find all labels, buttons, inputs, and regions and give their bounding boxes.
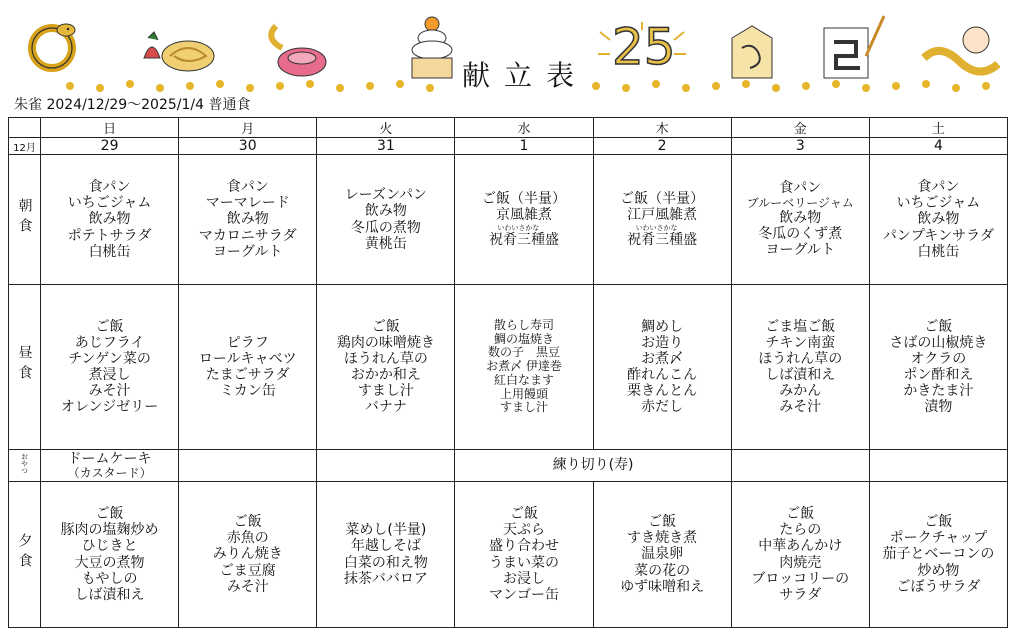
lunch-item: あじフライ — [74, 334, 145, 351]
dinner-item: 大豆の煮物 — [74, 554, 145, 571]
breakfast-item: ご飯（半量） — [620, 191, 705, 208]
snack-item: （カスタード） — [67, 465, 152, 480]
breakfast-items — [732, 176, 869, 262]
lunch-items — [455, 315, 592, 420]
dinner-item: 天ぷら — [502, 522, 545, 539]
breakfast-label — [9, 155, 41, 285]
snack-label — [9, 450, 41, 482]
lunch-item: 鯛の塩焼き — [493, 331, 554, 346]
date-header: 4 — [869, 138, 1007, 155]
dinner-item: ブロッコリーの — [751, 570, 850, 587]
calligraphy-brush-icon — [818, 12, 888, 82]
dinner-item: うまい菜の — [488, 554, 559, 571]
spinning-top-snake-icon — [262, 18, 332, 82]
breakfast-item: 白桃缶 — [917, 243, 960, 260]
day-header: 土 — [869, 118, 1007, 138]
dinner-item: 年越しそば — [350, 538, 421, 555]
lunch-item: さばの山椒焼き — [889, 334, 988, 351]
dinner-item: しば漬和え — [74, 586, 145, 603]
breakfast-item: 冬瓜のくず煮 — [758, 226, 843, 243]
breakfast-item: 祝肴三種盛 — [488, 231, 559, 248]
breakfast-cell — [317, 155, 455, 285]
snack-cell — [317, 450, 455, 482]
lunch-label — [9, 285, 41, 450]
dinner-items — [455, 502, 592, 607]
lunch-item: ロールキャベツ — [198, 350, 297, 367]
breakfast-items — [455, 187, 592, 251]
dinner-cell — [41, 482, 179, 628]
dinner-items — [870, 510, 1007, 598]
snack-cell — [869, 450, 1007, 482]
date-header: 2 — [593, 138, 731, 155]
breakfast-item: マカロニサラダ — [198, 227, 297, 244]
dinner-item: ごま豆腐 — [219, 562, 276, 579]
dinner-cell — [731, 482, 869, 628]
lunch-item: みそ汁 — [88, 383, 131, 400]
lunch-item: 煮浸し — [88, 367, 131, 383]
dinner-item: お浸し — [502, 570, 545, 587]
breakfast-row — [9, 155, 1008, 285]
dinner-row — [9, 482, 1008, 628]
lunch-item: お造り — [641, 334, 684, 351]
month-label: 12月 — [9, 138, 41, 155]
lunch-item: しば漬和え — [765, 367, 836, 383]
dinner-item: 豚肉の塩麹炒め — [60, 522, 159, 539]
lunch-item: 鶏肉の味噌焼き — [336, 334, 435, 351]
breakfast-cell — [869, 155, 1007, 285]
dinner-item: ご飯 — [233, 514, 262, 531]
breakfast-item: マーマレード — [205, 195, 290, 212]
lunch-item: すまし汁 — [357, 383, 414, 400]
lunch-item: みかん — [779, 383, 822, 400]
dinner-cell — [317, 482, 455, 628]
coiled-bread-icon — [160, 36, 216, 72]
lunch-items — [317, 315, 454, 420]
lunch-item: バナナ — [364, 399, 407, 416]
date-header: 29 — [41, 138, 179, 155]
date-header: 3 — [731, 138, 869, 155]
dinner-item: みりん焼き — [212, 546, 283, 563]
breakfast-item: 食パン — [226, 179, 269, 196]
breakfast-item: いわいさかな — [635, 223, 678, 232]
breakfast-item: ブルーベリージャム — [746, 195, 854, 210]
lunch-item: チンゲン菜の — [68, 350, 151, 367]
breakfast-cell — [455, 155, 593, 285]
lunch-item: すまし汁 — [499, 400, 548, 415]
breakfast-item: 黄桃缶 — [364, 235, 407, 252]
lunch-item: ポン酢和え — [903, 367, 974, 383]
day-header: 月 — [179, 118, 317, 138]
breakfast-item: 食パン — [917, 179, 960, 196]
dinner-item: 菜の花の — [634, 562, 691, 579]
breakfast-item: ヨーグルト — [765, 242, 836, 259]
snack-cell — [455, 450, 731, 482]
lunch-item: お煮〆 伊達巻 — [486, 359, 562, 374]
lunch-item: オレンジゼリー — [60, 399, 159, 416]
lunch-item: お煮〆 — [641, 350, 684, 367]
lunch-items — [594, 315, 731, 420]
dinner-item: ご飯 — [648, 514, 677, 531]
breakfast-item: 飲み物 — [226, 211, 269, 228]
breakfast-item: 白桃缶 — [88, 243, 131, 260]
snack-label-text: おやつ — [20, 453, 29, 474]
date-header: 30 — [179, 138, 317, 155]
lunch-item: 栗きんとん — [627, 383, 698, 400]
breakfast-items — [594, 187, 731, 251]
dinner-item: ご飯 — [924, 514, 953, 531]
breakfast-item: 食パン — [88, 179, 131, 196]
breakfast-item: 江戸風雑煮 — [627, 207, 698, 224]
lunch-item: みそ汁 — [779, 399, 822, 416]
breakfast-cell — [179, 155, 317, 285]
lunch-item: たまごサラダ — [205, 367, 290, 383]
day-header: 火 — [317, 118, 455, 138]
dinner-item: 赤魚の — [226, 530, 269, 547]
lunch-item: ごま塩ご飯 — [765, 318, 836, 335]
dinner-cell — [593, 482, 731, 628]
dinner-item: ご飯 — [509, 506, 538, 523]
dinner-item: 茄子とベーコンの — [882, 546, 995, 563]
snake-illustration-icon — [22, 16, 82, 76]
lunch-items — [41, 315, 178, 420]
lunch-cell — [731, 285, 869, 450]
dinner-item: ゆず味噌和え — [620, 578, 705, 595]
date-header: 1 — [455, 138, 593, 155]
child-with-snake-icon — [920, 22, 1000, 82]
lunch-item: ご飯 — [95, 318, 124, 335]
dinner-item: 白菜の和え物 — [343, 554, 428, 571]
dinner-item: 菜めし(半量) — [345, 522, 427, 539]
menu-subtitle: 朱雀 2024/12/29〜2025/1/4 普通食 — [14, 97, 251, 113]
lunch-item: 数の子 黒豆 — [487, 345, 560, 360]
breakfast-item: ヨーグルト — [212, 243, 283, 260]
breakfast-item: 京風雑煮 — [495, 207, 552, 224]
breakfast-item: ポテトサラダ — [67, 227, 152, 244]
page-title: 献立表 — [462, 59, 589, 92]
lunch-items — [870, 315, 1007, 420]
dinner-item: みそ汁 — [226, 578, 269, 595]
kagami-mochi-icon — [404, 16, 460, 82]
breakfast-items — [41, 175, 178, 263]
lunch-cell — [455, 285, 593, 450]
lunch-cell — [179, 285, 317, 450]
dinner-item: 盛り合わせ — [488, 538, 559, 555]
lunch-row — [9, 285, 1008, 450]
lunch-item: かきたま汁 — [903, 383, 974, 400]
breakfast-cell — [731, 155, 869, 285]
dinner-item: ポークチャップ — [889, 530, 988, 547]
lunch-cell — [593, 285, 731, 450]
day-header: 木 — [593, 118, 731, 138]
lunch-cell — [317, 285, 455, 450]
menu-table — [8, 117, 1008, 628]
breakfast-cell — [593, 155, 731, 285]
day-header: 日 — [41, 118, 179, 138]
snack-cell — [179, 450, 317, 482]
dinner-item: 中華あんかけ — [758, 538, 843, 555]
dinner-items — [732, 502, 869, 607]
dinner-item: 抹茶ババロア — [343, 570, 428, 587]
breakfast-item: 飲み物 — [364, 203, 407, 220]
dinner-cell — [869, 482, 1007, 628]
lunch-items — [732, 315, 869, 420]
date-header-row — [9, 138, 1008, 155]
dinner-cell — [455, 482, 593, 628]
lunch-item: 漬物 — [924, 399, 953, 416]
lunch-item: ほうれん草の — [758, 350, 843, 367]
breakfast-cell — [41, 155, 179, 285]
year-number-badge: 25 — [612, 18, 676, 76]
breakfast-items — [870, 175, 1007, 263]
dinner-cell — [179, 482, 317, 628]
dinner-item: マンゴー缶 — [488, 586, 559, 603]
snack-cell — [731, 450, 869, 482]
lunch-item: ピラフ — [226, 334, 269, 351]
dinner-item: すき焼き煮 — [627, 530, 698, 547]
breakfast-item: レーズンパン — [344, 187, 428, 204]
snack-item: ドームケーキ — [67, 450, 152, 467]
flower-border-decoration-right — [586, 78, 1016, 94]
breakfast-item: 飲み物 — [88, 211, 131, 228]
day-header: 水 — [455, 118, 593, 138]
dinner-items — [594, 510, 731, 598]
lunch-item: 酢れんこん — [627, 367, 698, 383]
dinner-item: たらの — [779, 522, 822, 539]
dinner-item: 炒め物 — [917, 562, 960, 579]
lunch-label-text: 昼食 — [16, 345, 33, 385]
lunch-cell — [869, 285, 1007, 450]
lunch-item: 上用饅頭 — [499, 386, 548, 401]
dinner-item: 肉焼売 — [779, 554, 822, 571]
breakfast-item: 食パン — [779, 180, 822, 197]
lunch-item: オクラの — [910, 350, 967, 367]
breakfast-item: 冬瓜の煮物 — [350, 219, 421, 236]
lunch-item: ご飯 — [371, 318, 400, 335]
snack-cell — [41, 450, 179, 482]
dinner-item: 温泉卵 — [641, 546, 684, 563]
dinner-item: ご飯 — [95, 506, 124, 523]
breakfast-item: 飲み物 — [779, 210, 822, 227]
dinner-item: ご飯 — [786, 506, 815, 523]
lunch-item: おかか和え — [350, 367, 421, 383]
lunch-item: ご飯 — [924, 318, 953, 335]
dinner-item: ひじきと — [81, 538, 138, 555]
dinner-item: ごぼうサラダ — [896, 578, 981, 595]
dinner-label — [9, 482, 41, 628]
lunch-item: ミカン缶 — [219, 383, 276, 400]
breakfast-item: いわいさかな — [497, 223, 540, 232]
snack-item: 練り切り(寿) — [552, 457, 634, 474]
lunch-cell — [41, 285, 179, 450]
snack-row — [9, 450, 1008, 482]
date-header: 31 — [317, 138, 455, 155]
breakfast-item: ご飯（半量） — [481, 191, 566, 208]
corner-cell — [9, 118, 41, 138]
lunch-item: 赤だし — [641, 399, 684, 416]
dinner-items — [179, 510, 316, 598]
dinner-item: もやしの — [81, 570, 138, 587]
breakfast-item: 祝肴三種盛 — [627, 231, 698, 248]
lunch-item: ほうれん草の — [343, 350, 428, 367]
lunch-item: 鯛めし — [641, 318, 684, 335]
lunch-items — [179, 331, 316, 403]
dinner-label-text: 夕食 — [16, 532, 33, 573]
dinner-items — [41, 502, 178, 607]
breakfast-label-text: 朝食 — [16, 197, 33, 238]
breakfast-item: パンプキンサラダ — [882, 227, 994, 244]
header — [0, 0, 1024, 113]
lunch-item: 紅白なます — [493, 372, 554, 387]
dinner-items — [317, 518, 454, 590]
day-header: 金 — [731, 118, 869, 138]
lunch-item: 散らし寿司 — [493, 317, 554, 332]
ema-plaque-icon — [728, 22, 776, 82]
breakfast-items — [179, 175, 316, 263]
dinner-item: サラダ — [779, 586, 822, 603]
day-header-row — [9, 118, 1008, 138]
flower-border-decoration — [60, 78, 460, 94]
lunch-item: チキン南蛮 — [765, 334, 836, 351]
breakfast-item: いちごジャム — [67, 195, 152, 212]
breakfast-item: 飲み物 — [917, 211, 960, 228]
breakfast-items — [317, 183, 454, 255]
breakfast-item: いちごジャム — [896, 195, 981, 212]
